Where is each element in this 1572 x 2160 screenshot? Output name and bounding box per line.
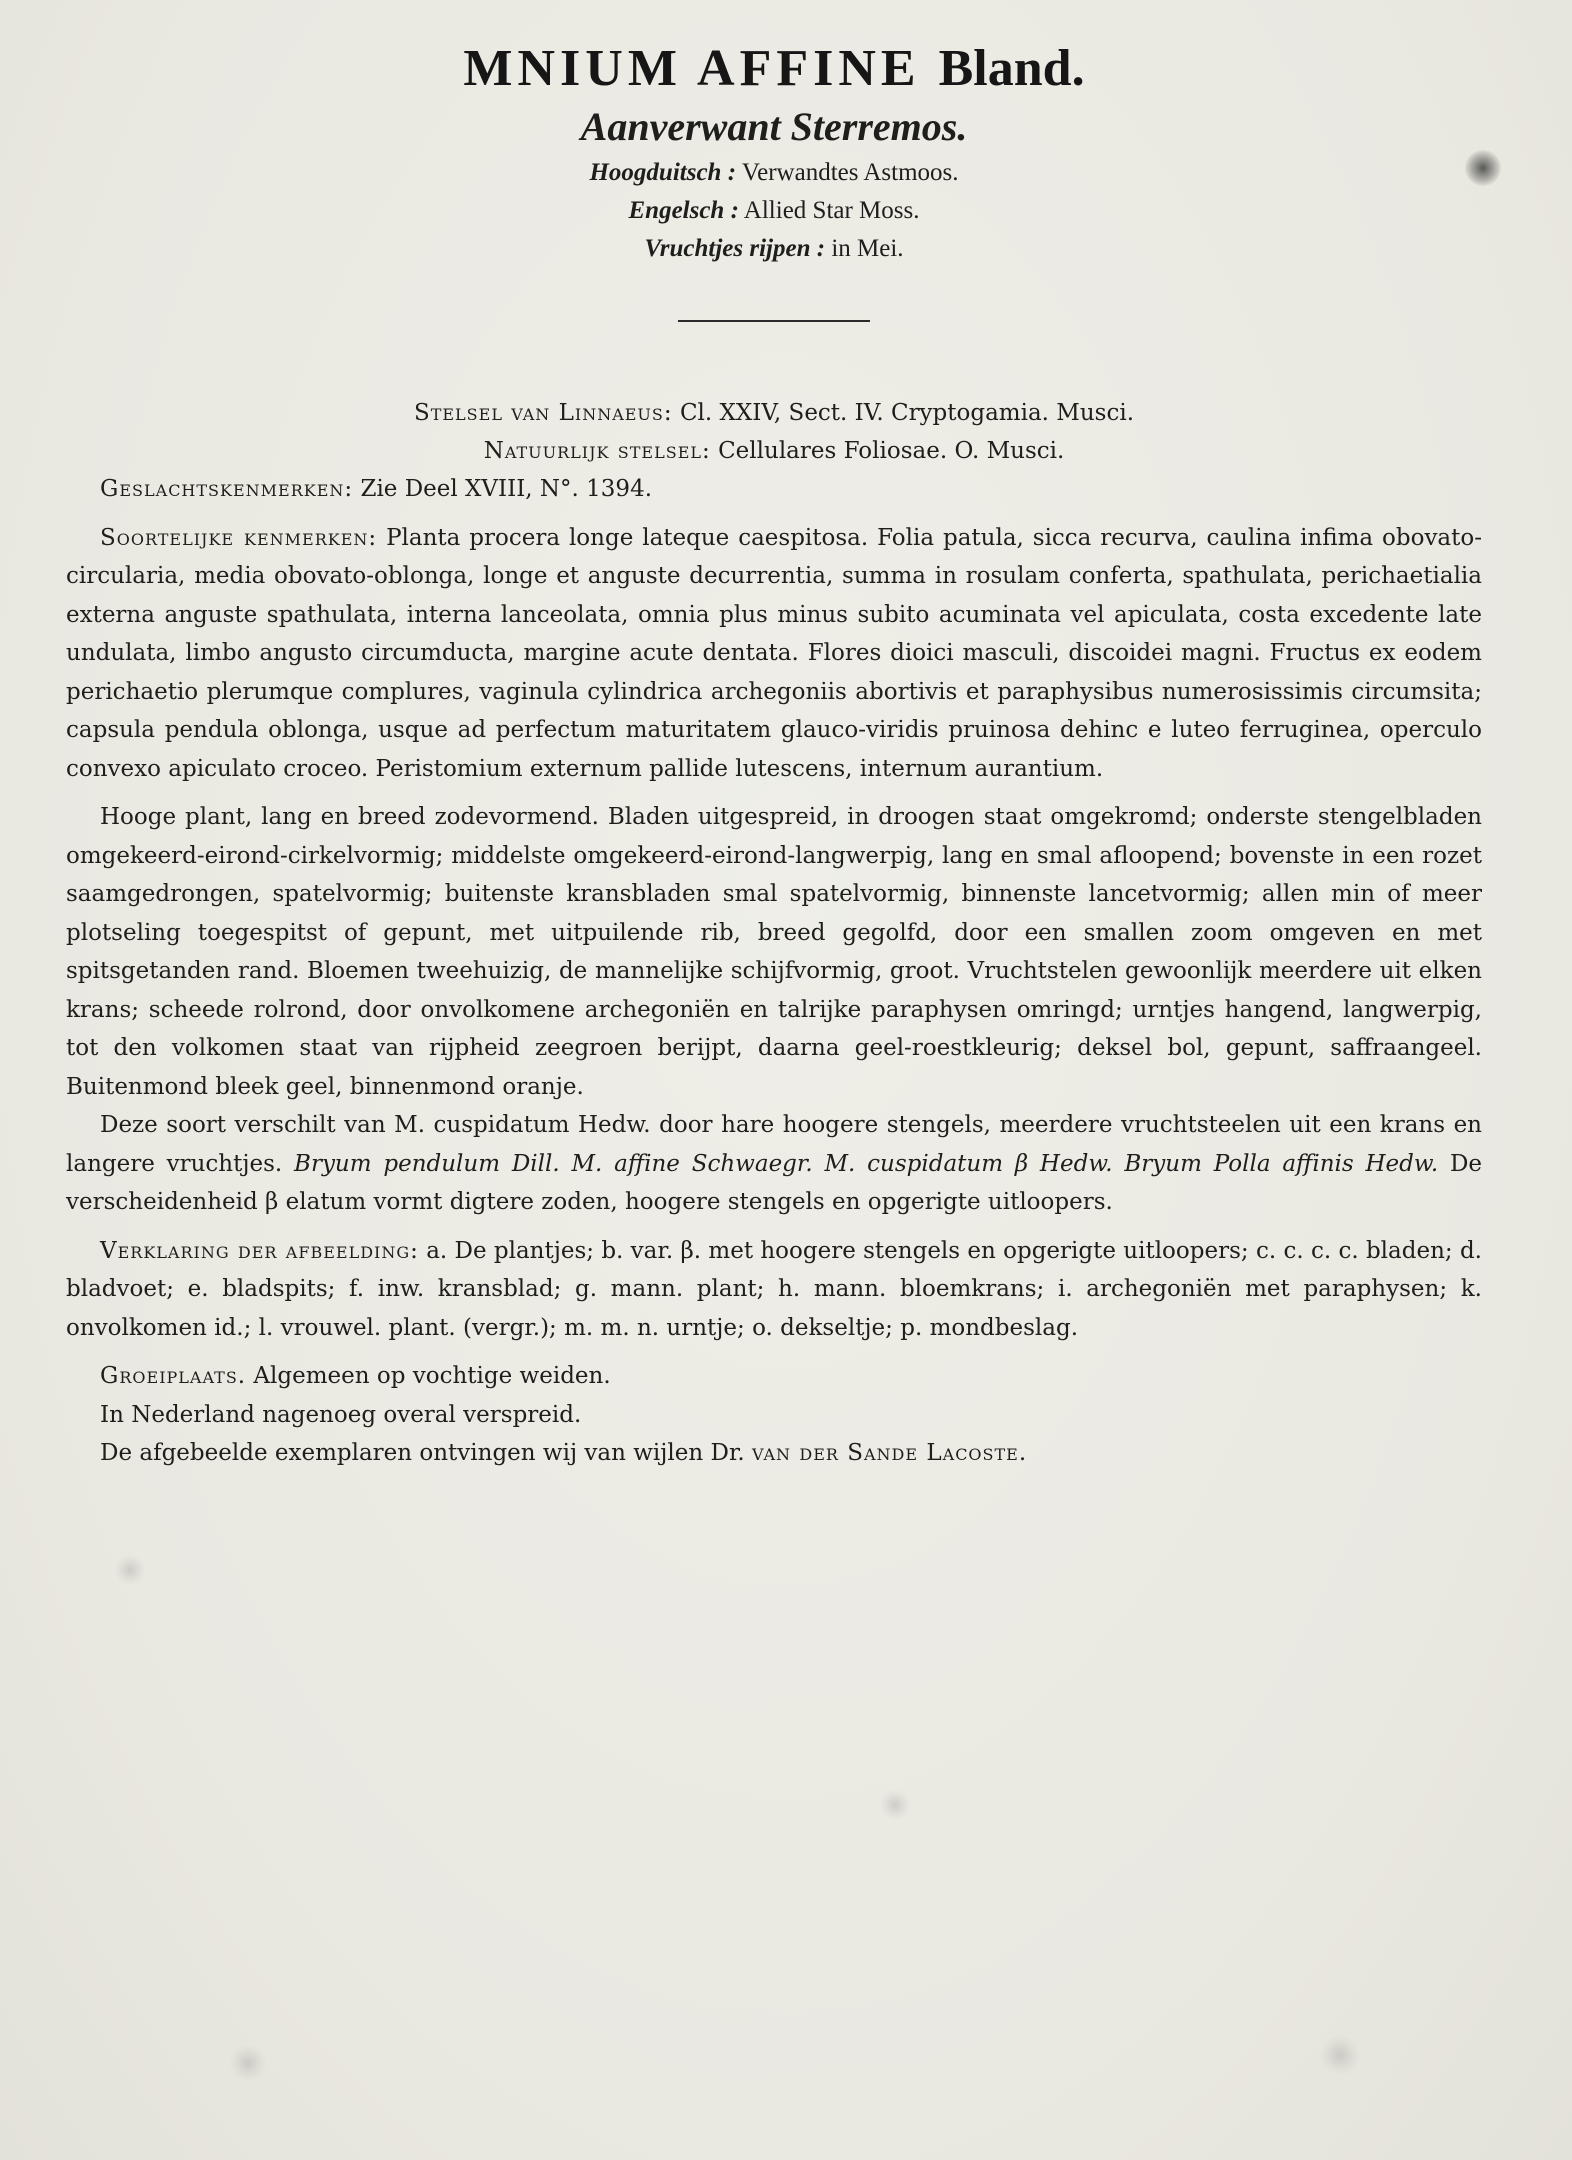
fruit-value: in Mei. [831, 235, 904, 262]
stain-spot [115, 1555, 145, 1585]
divider-rule [678, 320, 870, 322]
fruit-label: Vruchtjes rijpen : [644, 235, 826, 262]
dutch-common-name: Aanverwant Sterremos. [580, 104, 968, 149]
figure-explanation-paragraph [66, 1232, 1482, 1348]
header [66, 38, 1482, 268]
synonyms-text: Bryum pendulum Dill. M. affine Schwaegr. M. cuspidatum β Hedw. Bryum Polla affinis Hedw. [294, 1150, 1439, 1177]
species-label: Soortelijke kenmerken: [100, 524, 378, 551]
variety-text: De verscheidenheid β elatum vormt digtere zoden, hoogere stengels en opgerigte uitloopers. [66, 1150, 1483, 1215]
specimen-source-line [66, 1434, 1482, 1473]
figure-explanation-text: a. De plantjes; b. var. β. met hoogere stengels en opgerigte uitloopers; c. c. c. c. bladen; d. bladvoet; e. bladspits; f. inw. kransblad; g. mann. plant; h. mann. bloemkrans; i. archegoniën met paraphysen; k. onvolkomen id.; l. vrouwel. plant. (vergr.); m. m. n. urntje; o. dekseltje; p. mondbeslag. [66, 1237, 1482, 1341]
habitat-line [66, 1357, 1482, 1396]
stain-spot [1320, 2035, 1360, 2075]
genus-characters-line [66, 470, 1482, 509]
linnaeus-label: Stelsel van Linnaeus: [413, 400, 673, 426]
species-dutch-paragraph: Hooge plant, lang en breed zodevormend. Bladen uitgespreid, in droogen staat omgekromd; onderste stengelbladen omgekeerd-eirond-cirkelvormig; middelste omgekeerd-eirond-langwerpig, lang en smal afloopend; bovenste in een rozet saamgedrongen, spatelvormig; buitenste kransbladen smal spatelvormig, binnenste lancetvormig; allen min of meer plotseling toegespitst of gepunt, met uitpuilende rib, breed gegolfd, door een smallen zoom omgeven en met spitsgetanden rand. Bloemen tweehuizig, de mannelijke schijfvormig, groot. Vruchtstelen gewoonlijk meerdere uit elken krans; scheede rolrond, door onvolkomene archegoniën en talrijke paraphysen omringd; urntjes hangend, langwerpig, tot den volkomen staat van rijpheid zeegroen berijpt, daarna geel-roestkleurig; deksel bol, gepunt, saffraangeel. Buitenmond bleek geel, binnenmond oranje. [66, 804, 1482, 1100]
species-title [66, 38, 1482, 100]
stain-spot [880, 1790, 910, 1820]
german-name-line [66, 154, 1482, 192]
figure-explanation-label: Verklaring der afbeelding: [100, 1237, 419, 1264]
genus-value: Zie Deel XVIII, N°. 1394. [360, 476, 653, 502]
netherlands-distribution-line: In Nederland nagenoeg overal verspreid. [100, 1401, 582, 1428]
english-name-line [66, 192, 1482, 230]
habitat-label: Groeiplaats. [100, 1363, 247, 1389]
german-label: Hoogduitsch : [589, 159, 737, 186]
specimen-source-text: De afgebeelde exemplaren ontvingen wij van wijlen Dr. [100, 1440, 745, 1466]
stain-spot [230, 2045, 266, 2081]
author-abbreviation: Bland. [938, 40, 1085, 97]
genus-label: Geslachtskenmerken: [100, 476, 354, 502]
natural-value: Cellulares Foliosae. O. Musci. [718, 438, 1065, 464]
natural-system-line [66, 432, 1482, 470]
ink-spot [1465, 150, 1501, 186]
species-difference-paragraph [66, 1106, 1482, 1222]
species-latin-paragraph [66, 519, 1482, 789]
genus-species-name: MNIUM AFFINE [463, 40, 921, 97]
linnaeus-system-line [66, 394, 1482, 432]
natural-label: Natuurlijk stelsel: [483, 438, 711, 464]
difference-text: Deze soort verschilt van M. cuspidatum Hedw. door hare hoogere stengels, meerdere vruchtsteelen uit een krans en langere vruchtjes. [66, 1112, 1482, 1177]
fruit-ripening-line [66, 230, 1482, 268]
specimen-source-name: van der Sande Lacoste. [752, 1440, 1028, 1466]
habitat-text: Algemeen op vochtige weiden. [253, 1363, 611, 1389]
english-label: Engelsch : [628, 197, 739, 224]
species-latin-text: Planta procera longe lateque caespitosa. Folia patula, sicca recurva, caulina infima obovato-circularia, media obovato-oblonga, longe et anguste decurrentia, summa in rosulam conferta, spathulata, perichaetialia externa anguste spathulata, interna lanceolata, omnia plus minus subito acuminata vel apiculata, costa excedente late undulata, limbo angusto circumducta, margine acute dentata. Flores dioici masculi, discoidei magni. Fructus ex eodem perichaetio plerumque complures, vaginula cylindrica archegoniis abortivis et paraphysibus numerosissimis circumsita; capsula pendula oblonga, usque ad perfectum maturitatem glauco-viridis pruinosa dehinc e luteo ferruginea, operculo convexo apiculato croceo. Peristomium externum pallide lutescens, internum aurantium. [66, 524, 1483, 782]
german-name: Verwandtes Astmoos. [741, 159, 959, 186]
english-name: Allied Star Moss. [743, 197, 920, 224]
linnaeus-value: Cl. XXIV, Sect. IV. Cryptogamia. Musci. [679, 400, 1135, 426]
